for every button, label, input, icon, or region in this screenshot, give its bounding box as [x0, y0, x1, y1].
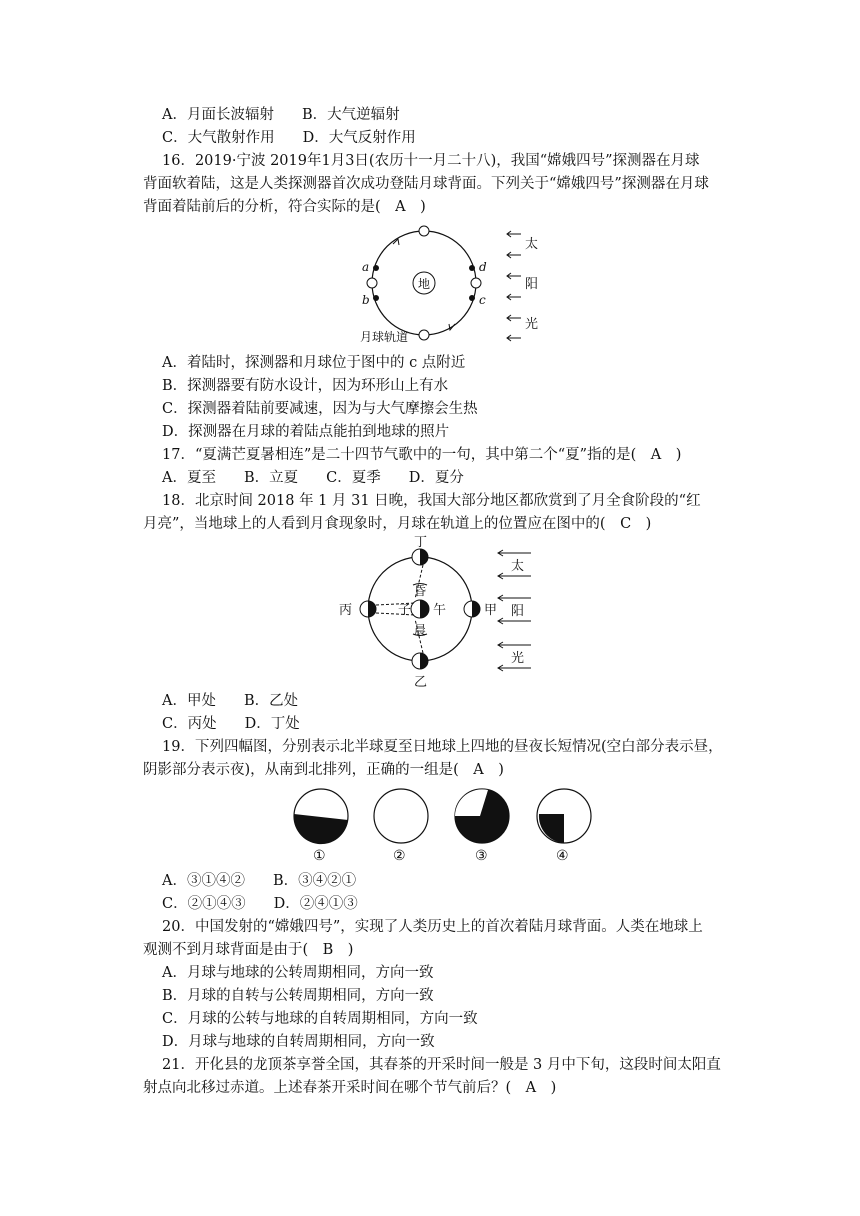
point-c-label: c	[479, 293, 486, 307]
q20-option: C．月球的公转与地球的自转周期相同，方向一致	[162, 1011, 478, 1027]
sun-label-3: 光	[525, 317, 539, 332]
option: D．大气反射作用	[302, 130, 416, 146]
sun-label-2: 阳	[525, 277, 539, 292]
question-20-line: 观测不到月球背面是由于( B )	[143, 942, 354, 958]
figure-label-3: ③	[475, 848, 488, 864]
option: A．夏至	[162, 470, 216, 486]
q15-options-row1	[162, 105, 400, 125]
figure-label-1: ①	[313, 848, 326, 864]
question-19-line: 阴影部分表示夜)，从南到北排列，正确的一组是( A )	[143, 762, 504, 778]
option: B．大气逆辐射	[301, 107, 400, 123]
point-a-label: a	[362, 260, 370, 274]
label-bing: 丙	[339, 603, 353, 618]
q15-options-row2	[162, 128, 416, 148]
option: A．③①④②	[162, 873, 245, 889]
question-21-line: 射点向北移过赤道。上述春茶开采时间在哪个节气前后？( A )	[143, 1080, 557, 1096]
q16-option: B．探测器要有防水设计，因为环形山上有水	[162, 378, 449, 394]
q17-options	[162, 468, 464, 488]
label-jia: 甲	[484, 603, 498, 618]
label-hun: 昏	[414, 584, 427, 598]
q20-option: D．月球与地球的自转周期相同，方向一致	[162, 1034, 435, 1050]
q18-options-row2	[162, 714, 300, 734]
q16-option: C．探测器着陆前要减速，因为与大气摩擦会生热	[162, 401, 478, 417]
question-16-line: 16．2019·宁波 2019年1月3日(农历十一月二十八)，我国“嫦娥四号”探测器在月球	[162, 153, 700, 169]
point-d-label: d	[479, 260, 487, 274]
sun-label-1: 太	[525, 237, 539, 252]
label-zi: 子	[398, 603, 412, 618]
q16-option: A．着陆时，探测器和月球位于图中的 c 点附近	[162, 355, 466, 371]
question-17-line: 17．“夏满芒夏暑相连”是二十四节气歌中的一句，其中第二个“夏”指的是( A )	[162, 447, 682, 463]
question-16-line: 背面软着陆，这是人类探测器首次成功登陆月球背面。下列关于“嫦娥四号”探测器在月球	[143, 176, 709, 192]
moon-orbit-diagram	[355, 224, 555, 349]
lunar-eclipse-diagram	[335, 533, 535, 688]
label-yi: 乙	[414, 675, 428, 690]
figure-label-2: ②	[393, 848, 406, 864]
option: B．立夏	[243, 470, 299, 486]
sun-label-3: 光	[511, 651, 525, 666]
q18-options-row1	[162, 691, 298, 711]
orbit-label: 月球轨道	[360, 330, 409, 344]
q16-option: D．探测器在月球的着陆点能拍到地球的照片	[162, 424, 450, 440]
option: D．②④①③	[273, 896, 358, 912]
question-19-line: 19．下列四幅图，分别表示北半球夏至日地球上四地的昼夜长短情况(空白部分表示昼，	[162, 739, 723, 755]
question-16-line: 背面着陆前后的分析，符合实际的是( A )	[143, 199, 426, 215]
label-chen: 晨	[414, 623, 427, 637]
sun-label-1: 太	[511, 559, 525, 574]
option: B．乙处	[243, 693, 299, 709]
option: D．夏分	[408, 470, 464, 486]
point-b-label: b	[362, 293, 370, 307]
figure-label-4: ④	[556, 848, 569, 864]
question-18-line: 月亮”，当地球上的人看到月食现象时，月球在轨道上的位置应在图中的( C )	[143, 516, 652, 532]
option: C．大气散射作用	[162, 130, 275, 146]
option: C．夏季	[326, 470, 381, 486]
question-18-line: 18．北京时间 2018 年 1 月 31 日晚，我国大部分地区都欣赏到了月全食阶段的“红	[162, 493, 701, 509]
earth-label: 地	[418, 277, 431, 291]
q19-options-row1	[162, 871, 356, 891]
question-20-line: 20．中国发射的“嫦娥四号”，实现了人类历史上的首次着陆月球背面。人类在地球上	[162, 919, 703, 935]
q20-option: B．月球的自转与公转周期相同，方向一致	[162, 988, 434, 1004]
option: A．甲处	[162, 693, 216, 709]
option: C．②①④③	[162, 896, 246, 912]
option: C．丙处	[162, 716, 217, 732]
option: D．丁处	[244, 716, 300, 732]
sun-label-2: 阳	[511, 604, 525, 619]
option: B．③④②①	[272, 873, 357, 889]
label-ding: 丁	[414, 535, 428, 550]
option: A．月面长波辐射	[162, 107, 274, 123]
q20-option: A．月球与地球的公转周期相同，方向一致	[162, 965, 434, 981]
day-night-figures	[290, 786, 610, 866]
question-21-line: 21．开化县的龙顶茶享誉全国，其春茶的开采时间一般是 3 月中下旬，这段时间太阳直	[162, 1057, 721, 1073]
label-wu: 午	[433, 603, 447, 618]
q19-options-row2	[162, 894, 358, 914]
